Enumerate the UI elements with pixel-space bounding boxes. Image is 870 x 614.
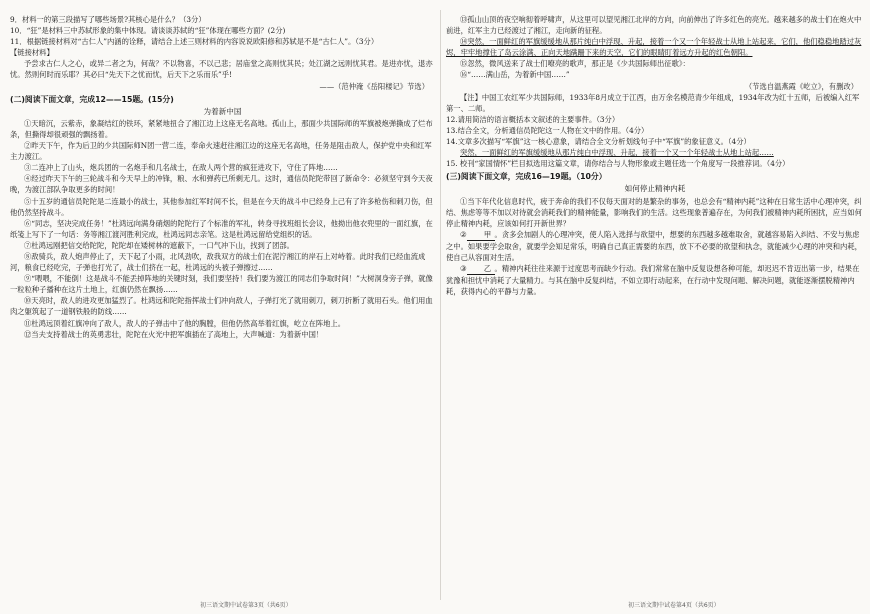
paragraph: ⑮忽然，微风送来了战士们嘹亮的歌声，那正是《少共国际师出征歌》： [460,59,690,69]
article-title-left: 为着新中国 [203,106,242,116]
link-material-text: 予尝求古仁人之心，或异二者之为，何哉？不以物喜，不以己悲；居庙堂之高则忧其民；处江湖之远则忧其君。是进亦忧，退亦忧。然则何时而乐耶？其必曰“先天下之忧而忧，后天下之乐而乐”乎! [10,59,433,80]
page-footer-left: 初三语文期中试卷第3页（共6页） [200,602,292,609]
paragraph-underlined [446,36,864,58]
column-divider [440,10,441,600]
question-10: 10．“狂”是材料三中苏轼形象的集中体现。请谈谈苏轼的“狂”体现在哪些方面？(2分) [10,26,286,36]
footnote: 【注】中国工农红军少共国际师，1933年8月成立于江西，由万余名模范青少年组成，1934年改为红十五师，后被编入红军第一、二师。 [446,92,860,113]
paragraph: ⑯“……满山岳，为着新中国……” [460,70,570,80]
question-11: 11．根据链接材料对“古仁人”内涵的诠释，请结合上述三则材料的内容说说欧阳修和苏轼是不是“古仁人”。（3分） [10,37,379,47]
paragraph-with-blank [446,229,864,263]
question-14-quote [446,147,864,158]
article-source: （节选自温燕霞《屹立》，有删改） [744,81,858,91]
paragraph: ④经过昨天下午的三轮战斗和今天早上的冲锋，粮、水和弹药已所剩无几。这时，通信员陀陀带回了新命令：必须坚守到今天夜晚，为渡江部队争取更多的时间！ [10,174,433,195]
paragraph: ⑧敌骑兵，敌人炮声停止了，天下起了小雨，北风劲吹，敌我双方的战士们在泥泞湘江的岸石上对峙着。此时我们已经血流成河，粮食已经吃完，子弹也打光了，战士们挤在一起，杜鸿远的头被子弹擦过…… [10,251,426,273]
paragraph: ⑩天亮时，敌人的进攻更加猛烈了。杜鸿远和陀陀指挥战士们冲向敌人，子弹打光了就用刺刀，刺刀折断了就用石头。他们用血肉之躯筑起了一道钢铁般的防线…… [10,296,433,317]
paragraph: ⑥“同志，坚决完成任务！”杜鸿远向满身硝烟的陀陀行了个标准的军礼，转身寻找班组长会议，他拗出他衣兜里的一面红旗，在纸笺上写下了一句话：务等湘江渡河胜利完成，杜鸿远同志亲笔。这是杜鸿远留给党组织的话。 [10,218,433,239]
underlined-sentence-cont: 它们，他们稳稳地踏过灰烬，牢牢地撑住了岛云涂满、正向天地蹒跚下来的天空，它们的眼睛盯着远方升起的红色朝阳。 [446,37,862,58]
paragraph: ③二连冲上了山头，炮兵团的一名炮手和几名战士，在敌人两个营的疯狂进攻下，守住了阵地…… [24,163,338,173]
link-material-source: ——（范仲淹《岳阳楼记》节选） [319,81,429,91]
section-3-heading: (三)阅读下面文章，完成16—19题。（10分） [446,172,607,182]
paragraph: ⑪杜鸿远顶着红旗冲向了敌人，敌人的子弹击中了他的胸膛，但他仍然高举着红旗，屹立在阵地上。 [24,318,346,328]
question-12: 12.请用简洁的语言概括本文叙述的主要事件。（3分） [446,114,620,124]
paragraph-with-blank [446,263,864,297]
article-title-right: 如何停止精神内耗 [624,184,686,194]
question-9: 9．材料一的第三段描写了哪些场景?其核心是什么？（3分） [10,15,206,24]
section-2-heading: (二)阅读下面文章，完成12——15题。(15分) [10,94,174,104]
question-13: 13.结合全文，分析通信员陀陀这一人物在文中的作用。（4分） [446,125,649,135]
quoted-sentence: 突然，一面鲜红的军旗缓缓地从那片纯白中浮现、升起，接着一个又一个年轻战士从地上站起…… [460,148,774,158]
paragraph-number: ② [460,229,467,239]
question-15: 15. 校刊“家国情怀”栏目拟选用这篇文章，请你结合与人物形象或主题任选一个角度写一段推荐词。（4分） [446,159,790,169]
link-material-heading: 【链接材料】 [10,48,54,58]
paragraph: ⑨“喂喂，不能倒！这是战斗不能丢掉阵地的关键时刻，我们要坚持！我们要为渡江的同志们争取时间！”大树洞身旁子弹，就像一粒粒种子播种在这片土地上，红旗仍然在飘扬…… [10,274,433,295]
fill-blank-yi[interactable]: 乙 [467,263,495,275]
question-14: 14.文章多次描写“军旗”这一核心意象，请结合全文分析划线句子中“军旗”的象征意义。（4分） [446,137,751,147]
underlined-sentence: ⑭突然，一面鲜红的军旗缓缓地从那片纯白中浮现、升起，接着一个又一个年轻战士从地上站起来， [460,37,782,47]
paragraph: ⑬孤山山顶的夜空响彻着呼啸声，从这里可以望见湘江北岸的方向，向前伸出了许多红色的亮光。越来越多的战士们在炮火中前进，红军主力已经渡过了湘江，走向新的征程。 [446,15,862,36]
paragraph: ⑦杜鸿远刚把信交给陀陀，陀陀却在矮树林的遮蔽下，一口气冲下山，找到了团部。 [24,240,294,250]
page-footer-right: 初三语文期中试卷第4页（共6页） [628,602,720,609]
paragraph: ⑤十五岁的通信员陀陀是二连最小的战士，其他参加红军时间不长，但是在今天的战斗中已经身上己有了许多枪伤和刺刀伤，但他仍然坚持战斗。 [10,196,433,217]
paragraph-text: 。贪多会加剧人的心理冲突，使人陷入选择与欲望中，想要的东西越多越难取舍，就越容易陷入纠结、不安与焦虑之中。如果要学会取舍，就要学会知足常乐，明确自己真正需要的东西，放下不必要的欲望和执念，就能减少心理的冲突和内耗，使自己从容面对生活。 [446,229,862,262]
paragraph: ②昨天下午，作为后卫的少共国际师N团一营二连，奉命火速赶往湘江边的这座无名高地，任务是阻击敌人，保护党中央和红军主力渡江。 [10,141,432,162]
paragraph: ①天暗沉，云紫赤，象凝结红的铁环，紧紧地扭合了湘江边上这座无名高地。孤山上，那面少共国际师的军旗被炮弹撕成了烂布条，但撕得却很顽强的飘扬着。 [10,118,433,139]
paragraph: ⑫当夫支持着战士的英勇悲壮，陀陀在火光中把军旗插在了高地上，大声喊道：为着新中国！ [24,329,324,339]
paragraph: ①当下年代化信息时代，疲于奔命的我们不仅每天面对的是繁杂的事务，也总会有“精神内耗”这种在日常生活中心理冲突，纠结、焦虑等等不加以对待就会消耗我们的精神能量，影响我们的生活。这些现象普遍存在，为何我们被精神内耗所困扰，应当如何停止精神内耗，应该如何打开新世界？ [446,196,862,228]
paragraph-number: ③ [460,264,467,274]
fill-blank-jia[interactable]: 甲 [467,229,495,241]
left-column [10,14,435,340]
paragraph-text: 。精神内耗往往来源于过度思考而缺少行动。我们常常在脑中反复设想各种可能，却迟迟不肯迈出第一步，结果在犹豫和担忧中消耗了大量精力。与其在脑中反复纠结，不如立即行动起来，在行动中发现问题、解决问题，就能逐渐摆脱精神内耗，获得内心的平静与力量。 [446,264,860,297]
right-column [446,14,864,297]
